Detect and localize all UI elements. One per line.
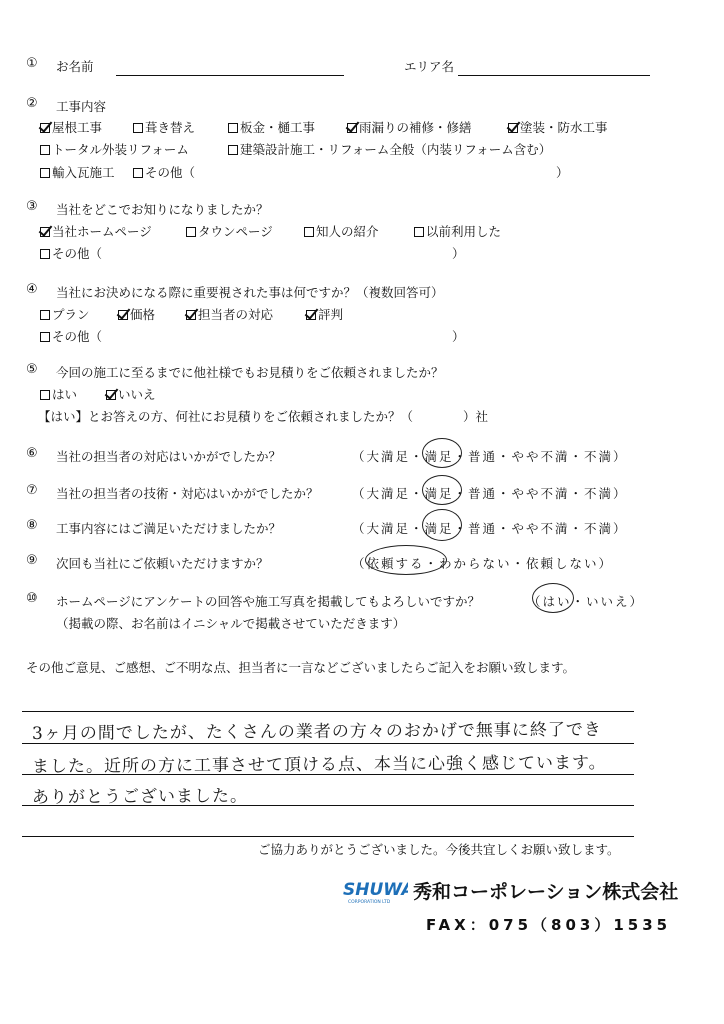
q5-label: 今回の施工に至るまでに他社様でもお見積りをご依頼されましたか？ xyxy=(56,365,444,380)
option-label: 当社ホームページ xyxy=(52,224,152,239)
q8-label: 工事内容にはご満足いただけましたか？ xyxy=(56,521,282,536)
handwritten-comment-line1: 3ヶ月の間でしたが、たくさんの業者の方々のおかげで無事に終了でき xyxy=(31,720,602,744)
q3-option-previous[interactable] xyxy=(414,222,501,240)
comments-prompt: その他ご意見、ご感想、ご不明な点、担当者に一言などございましたらご記入をお願い致します。 xyxy=(26,660,576,675)
comment-line xyxy=(22,836,634,837)
checkbox-checked[interactable] xyxy=(306,310,316,320)
q5-followup: 【はい】とお答えの方、何社にお見積りをご依頼されましたか？（ ）社 xyxy=(38,409,489,424)
q6-rating-options[interactable]: （大満足・満足・普通・やや不満・不満） xyxy=(352,449,628,464)
q2-option-sheetmetal[interactable] xyxy=(228,118,315,136)
area-label: エリア名 xyxy=(404,59,455,74)
checkbox[interactable] xyxy=(40,249,50,259)
q7-number: ⑦ xyxy=(26,483,38,498)
q9-answer-circle xyxy=(365,545,447,575)
q4-label: 当社にお決めになる際に重要視された事は何ですか？（複数回答可） xyxy=(56,285,444,300)
name-field[interactable] xyxy=(116,75,344,76)
q6-answer-circle xyxy=(422,438,462,468)
checkbox[interactable] xyxy=(40,332,50,342)
option-label: その他（ xyxy=(52,329,103,344)
option-label: その他（ xyxy=(52,246,103,261)
q3-label: 当社をどこでお知りになりましたか？ xyxy=(56,202,269,217)
q2-option-architecture[interactable] xyxy=(228,140,551,158)
checkbox[interactable] xyxy=(304,227,314,237)
fax-number: FAX：075（803）1535 xyxy=(426,916,672,934)
company-logo xyxy=(342,876,408,906)
option-label: 担当者の対応 xyxy=(198,307,274,322)
checkbox-checked[interactable] xyxy=(40,227,50,237)
logo-wordmark: SHUWA xyxy=(343,880,408,900)
checkbox-checked[interactable] xyxy=(186,310,196,320)
option-label: 雨漏りの補修・修繕 xyxy=(359,120,472,135)
q2-number: ② xyxy=(26,96,38,111)
checkbox[interactable] xyxy=(40,310,50,320)
checkbox-checked[interactable] xyxy=(40,123,50,133)
q7-rating-options[interactable]: （大満足・満足・普通・やや不満・不満） xyxy=(352,486,628,501)
q10-number: ⑩ xyxy=(26,591,38,606)
option-label: 以前利用した xyxy=(426,224,502,239)
checkbox-checked[interactable] xyxy=(118,310,128,320)
q4-option-other[interactable] xyxy=(40,327,102,345)
option-label: 板金・樋工事 xyxy=(240,120,316,135)
option-label: 屋根工事 xyxy=(52,120,103,135)
q1-label: お名前 xyxy=(56,59,94,74)
checkbox[interactable] xyxy=(228,123,238,133)
checkbox[interactable] xyxy=(228,145,238,155)
logo-subtext: CORPORATION LTD xyxy=(348,900,391,905)
q8-answer-circle xyxy=(422,509,462,541)
footer-thanks: ご協力ありがとうございました。今後共宜しくお願い致します。 xyxy=(258,842,620,857)
q4-option-price[interactable] xyxy=(118,305,155,323)
option-label: その他（ xyxy=(145,165,196,180)
checkbox[interactable] xyxy=(133,168,143,178)
q3-option-townpage[interactable] xyxy=(186,222,273,240)
q10-answer-circle xyxy=(532,583,574,613)
checkbox-checked[interactable] xyxy=(508,123,518,133)
q5-number: ⑤ xyxy=(26,362,38,377)
company-name: 秀和コーポレーション株式会社 xyxy=(413,881,679,903)
q2-label: 工事内容 xyxy=(56,99,107,114)
q5-option-yes[interactable] xyxy=(40,385,77,403)
q10-label: ホームページにアンケートの回答や施工写真を掲載してもよろしいですか？ xyxy=(56,594,481,609)
checkbox[interactable] xyxy=(414,227,424,237)
q9-label: 次回も当社にご依頼いただけますか？ xyxy=(56,556,269,571)
q2-option-roof[interactable] xyxy=(40,118,102,136)
q1-number: ① xyxy=(26,56,38,71)
q3-option-homepage[interactable] xyxy=(40,222,152,240)
q2-option-leak-repair[interactable] xyxy=(347,118,472,136)
q2-option-other[interactable] xyxy=(133,163,195,181)
q6-number: ⑥ xyxy=(26,446,38,461)
q3-other-close: ） xyxy=(452,246,465,261)
option-label: 葺き替え xyxy=(145,120,196,135)
q4-number: ④ xyxy=(26,282,38,297)
option-label: 輸入瓦施工 xyxy=(52,165,115,180)
checkbox[interactable] xyxy=(40,168,50,178)
option-label: 塗装・防水工事 xyxy=(520,120,608,135)
handwritten-comment-line3: ありがとうございました。 xyxy=(31,786,249,808)
checkbox[interactable] xyxy=(133,123,143,133)
q3-option-referral[interactable] xyxy=(304,222,379,240)
q2-option-painting[interactable] xyxy=(508,118,608,136)
q4-option-reputation[interactable] xyxy=(306,305,343,323)
comment-line xyxy=(22,711,634,712)
checkbox[interactable] xyxy=(40,145,50,155)
q3-number: ③ xyxy=(26,199,38,214)
q9-rating-options[interactable]: （依頼する・わからない・依頼しない） xyxy=(352,556,614,571)
q7-answer-circle xyxy=(422,475,462,505)
checkbox-checked[interactable] xyxy=(106,390,116,400)
q4-option-staff[interactable] xyxy=(186,305,273,323)
q6-label: 当社の担当者の対応はいかがでしたか？ xyxy=(56,449,282,464)
checkbox-checked[interactable] xyxy=(347,123,357,133)
checkbox[interactable] xyxy=(40,390,50,400)
q7-label: 当社の担当者の技術・対応はいかがでしたか？ xyxy=(56,486,319,501)
option-label: 評判 xyxy=(318,307,344,322)
handwritten-comment-line2: ました。近所の方に工事させて頂ける点、本当に心強く感じています。 xyxy=(31,752,607,778)
q8-number: ⑧ xyxy=(26,518,38,533)
option-label: プラン xyxy=(52,307,90,322)
q8-rating-options[interactable]: （大満足・満足・普通・やや不満・不満） xyxy=(352,521,628,536)
q2-other-close: ） xyxy=(556,165,569,180)
shuwa-logo-icon xyxy=(342,876,408,906)
option-label: タウンページ xyxy=(198,224,273,239)
q9-number: ⑨ xyxy=(26,553,38,568)
q10-note: （掲載の際、お名前はイニシャルで掲載させていただきます） xyxy=(56,616,406,631)
q4-other-close: ） xyxy=(452,329,465,344)
q2-option-imported-tile[interactable] xyxy=(40,163,115,181)
q10-rating-options[interactable]: （はい・いいえ） xyxy=(528,594,645,609)
option-label: はい xyxy=(52,387,78,402)
q2-option-reroof[interactable] xyxy=(133,118,195,136)
q3-option-other[interactable] xyxy=(40,244,102,262)
q4-option-plan[interactable] xyxy=(40,305,90,323)
option-label: トータル外装リフォーム xyxy=(52,142,189,157)
area-field[interactable] xyxy=(458,75,650,76)
option-label: 知人の紹介 xyxy=(316,224,379,239)
q2-option-exterior[interactable] xyxy=(40,140,189,158)
q5-option-no[interactable] xyxy=(106,385,156,403)
option-label: 価格 xyxy=(130,307,156,322)
option-label: 建築設計施工・リフォーム全般（内装リフォーム含む） xyxy=(240,142,552,157)
option-label: いいえ xyxy=(118,387,156,402)
checkbox[interactable] xyxy=(186,227,196,237)
